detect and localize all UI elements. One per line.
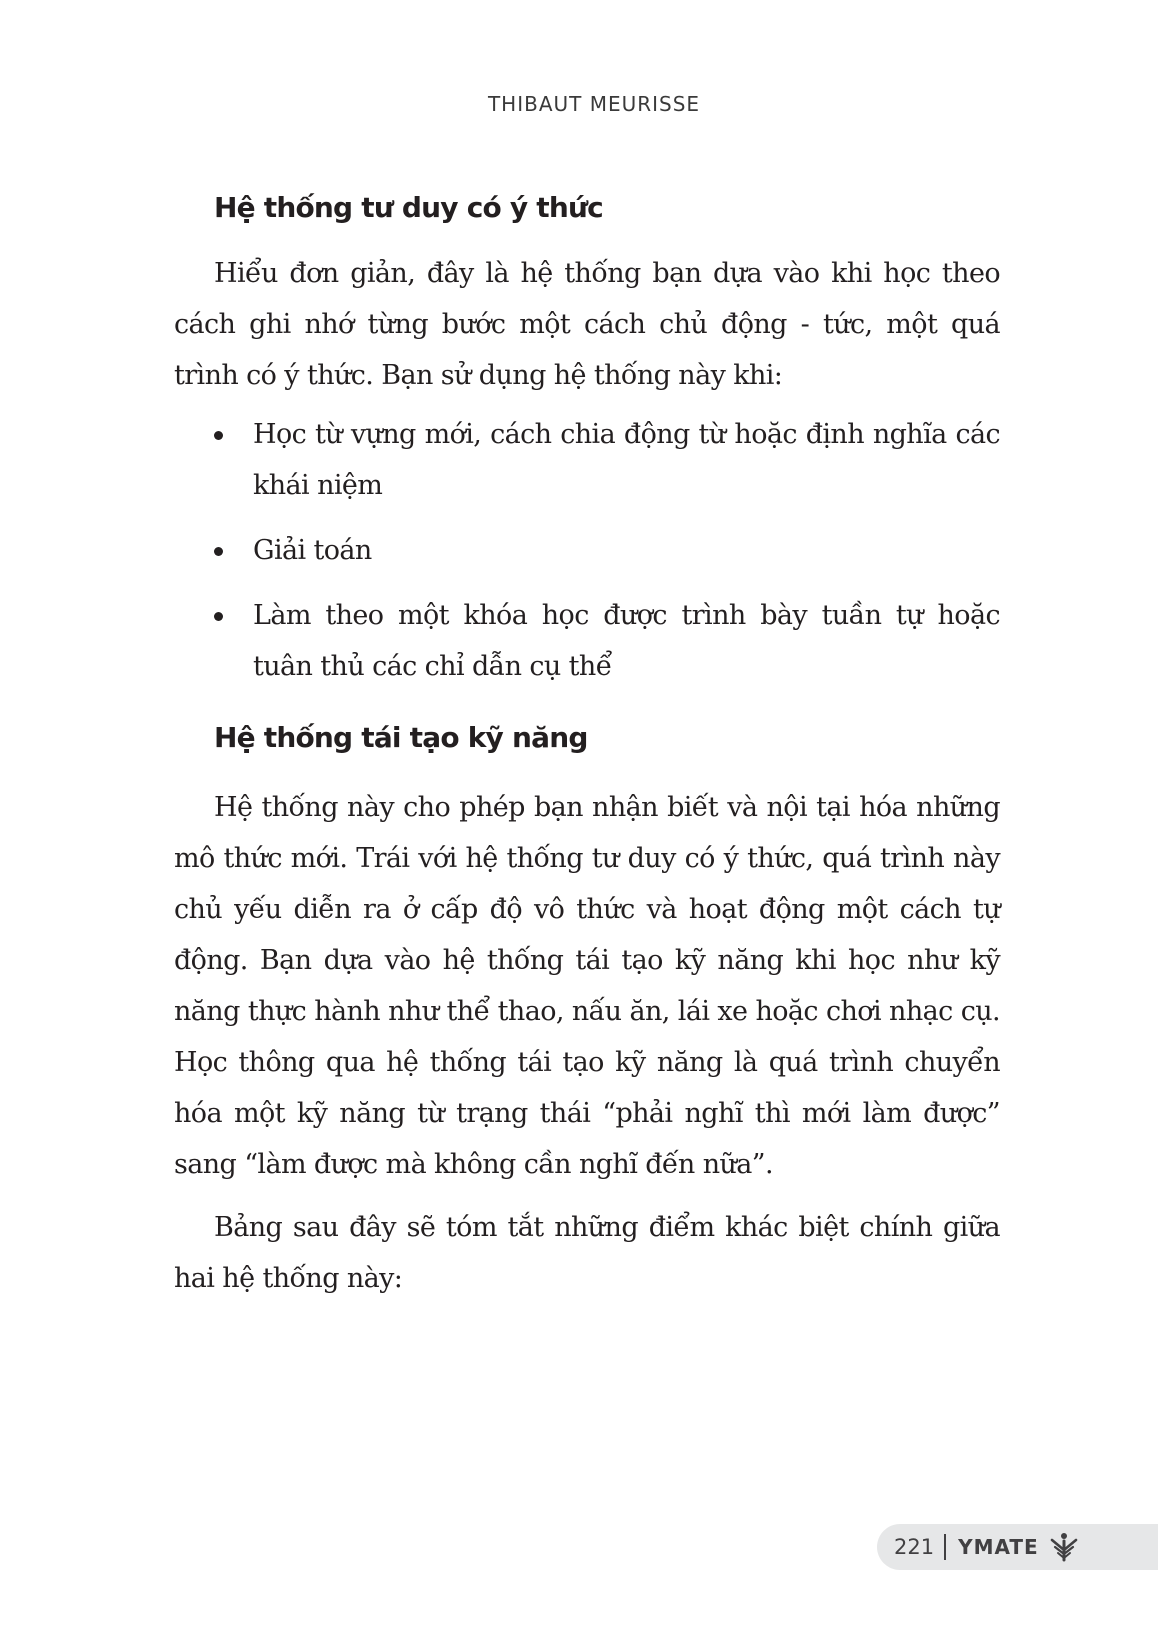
section-heading-conscious-thinking: Hệ thống tư duy có ý thức: [214, 191, 603, 224]
footer-page-tab: [877, 1524, 1158, 1570]
page-content: [174, 180, 1000, 1304]
bullet-icon: [214, 612, 223, 621]
running-header: THIBAUT MEURISSE: [487, 92, 701, 116]
list-item: [174, 409, 1000, 511]
page-number: 221: [894, 1535, 935, 1559]
list-item-text: Học từ vựng mới, cách chia động từ hoặc định nghĩa các khái niệm: [253, 419, 1000, 501]
section-intro-paragraph: Hiểu đơn giản, đây là hệ thống bạn dựa vào khi học theo cách ghi nhớ từng bước một cách chủ động - tức, một quá trình có ý thức. Bạn sử dụng hệ thống này khi:: [174, 258, 1000, 391]
list-item-text: Giải toán: [253, 535, 372, 566]
bullet-icon: [214, 431, 223, 440]
bullet-icon: [214, 547, 223, 556]
body-paragraph: Bảng sau đây sẽ tóm tắt những điểm khác biệt chính giữa hai hệ thống này:: [174, 1212, 1000, 1294]
body-paragraph: Hệ thống này cho phép bạn nhận biết và nội tại hóa những mô thức mới. Trái với hệ thống tư duy có ý thức, quá trình này chủ yếu diễn ra ở cấp độ vô thức và hoạt động một cách tự động. Bạn dựa vào hệ thống tái tạo kỹ năng khi học như kỹ năng thực hành như thể thao, nấu ăn, lái xe hoặc chơi nhạc cụ. Học thông qua hệ thống tái tạo kỹ năng là quá trình chuyển hóa một kỹ năng từ trạng thái “phải nghĩ thì mới làm được” sang “làm được mà không cần nghĩ đến nữa”.: [174, 792, 1000, 1180]
bullet-list: [174, 409, 1000, 692]
list-item-text: Làm theo một khóa học được trình bày tuần tự hoặc tuân thủ các chỉ dẫn cụ thể: [253, 600, 1000, 682]
brand-name: YMATE: [958, 1535, 1039, 1559]
list-item: [174, 525, 1000, 576]
list-item: [174, 590, 1000, 692]
section-heading-skill-reproduction: Hệ thống tái tạo kỹ năng: [214, 721, 588, 754]
footer-divider: [944, 1534, 946, 1560]
ymate-logo-icon: [1049, 1532, 1079, 1562]
